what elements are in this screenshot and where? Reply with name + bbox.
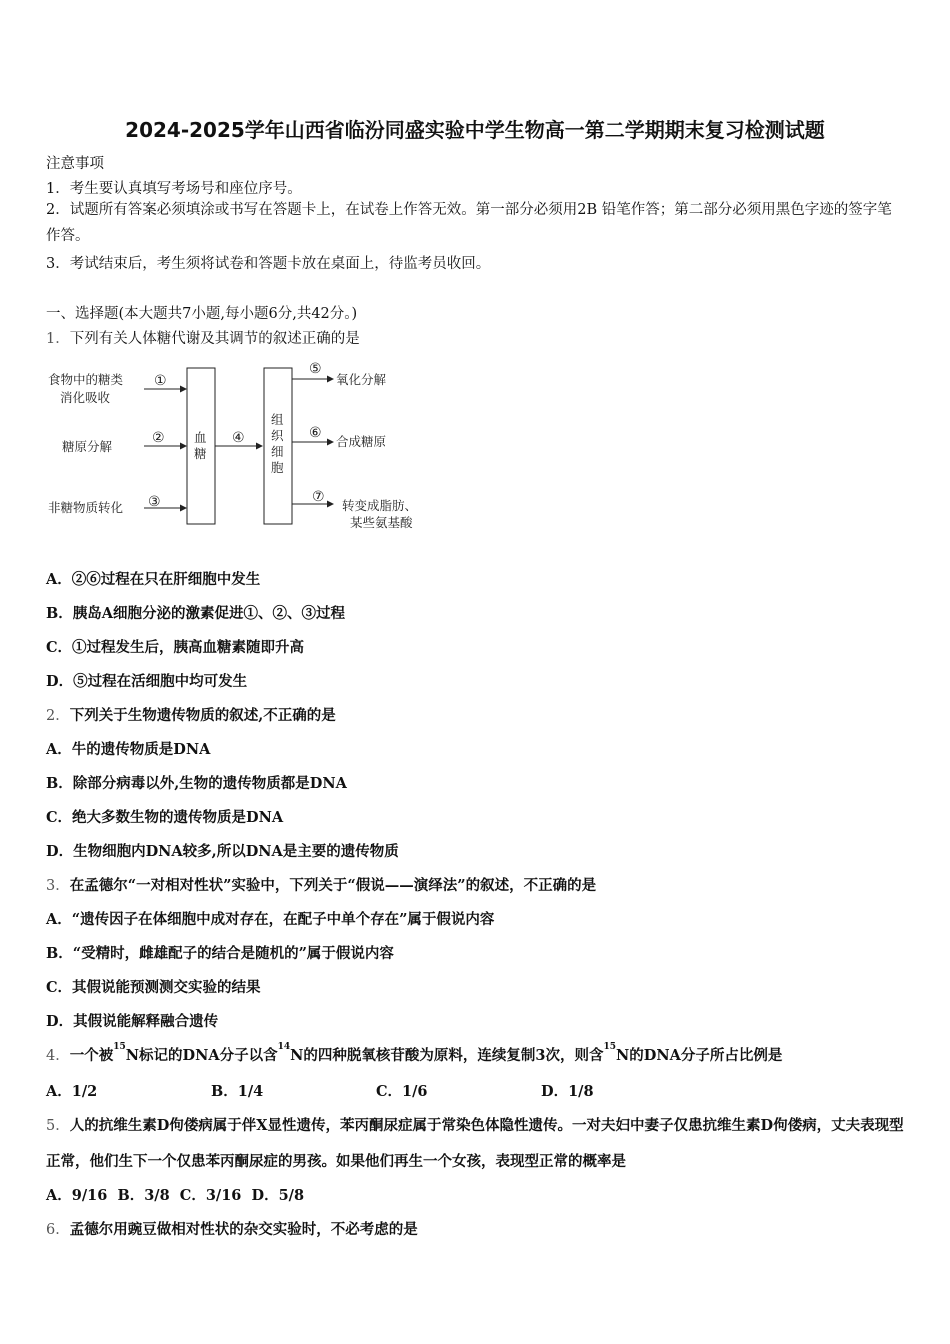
notice-item-2: 2．试题所有答案必须填涂或书写在答题卡上，在试卷上作答无效。第一部分必须用2B 铅笔作答；第二部分必须用黑色字迹的签字笔作答。 bbox=[46, 202, 892, 244]
question-text: 下列有关人体糖代谢及其调节的叙述正确的是 bbox=[69, 331, 360, 347]
notice-item-1: 1．考生要认真填写考场号和座位序号。 bbox=[46, 181, 302, 197]
marker-6: ⑥ bbox=[309, 425, 322, 441]
question-text: 一个被$^{15}$N标记的DNA分子以含$^{14}$N的四种脱氧核苷酸为原料，连续复制3次，则含$^{15}$N的DNA分子所占比例是 bbox=[69, 1042, 783, 1064]
q1-option-c: C．①过程发生后，胰高血糖素随即升高 bbox=[46, 639, 305, 656]
q1-option-a: A．②⑥过程在只在肝细胞中发生 bbox=[46, 571, 261, 588]
question-number: 5． bbox=[46, 1118, 70, 1134]
notice-heading: 注意事项 bbox=[46, 156, 104, 172]
q5-option-c: C．3/16 bbox=[179, 1187, 242, 1204]
q3-option-d: D．其假说能解释融合遗传 bbox=[46, 1013, 219, 1030]
q2-option-c: C．绝大多数生物的遗传物质是DNA bbox=[46, 809, 284, 826]
marker-1: ① bbox=[154, 373, 167, 389]
q2-option-a: A．牛的遗传物质是DNA bbox=[46, 741, 211, 758]
section-heading: 一、选择题(本大题共7小题,每小题6分,共42分。) bbox=[46, 306, 358, 322]
source-nonsugar-label: 非糖物质转化 bbox=[48, 500, 124, 515]
output-amino-label: 某些氨基酸 bbox=[350, 515, 413, 530]
q5-options bbox=[46, 1184, 304, 1205]
output-oxidation-label: 氧化分解 bbox=[336, 372, 387, 387]
q1-option-b: B．胰岛A细胞分泌的激素促进①、②、③过程 bbox=[46, 605, 346, 622]
source-glycogen-label: 糖原分解 bbox=[62, 439, 113, 454]
q5-option-b: B．3/8 bbox=[117, 1187, 170, 1204]
marker-4: ④ bbox=[232, 430, 245, 446]
q3-option-a: A．“遗传因子在体细胞中成对存在，在配子中单个存在”属于假说内容 bbox=[46, 911, 495, 928]
question-number: 3． bbox=[46, 878, 70, 894]
q4-options bbox=[46, 1080, 706, 1101]
q5-option-d: D．5/8 bbox=[251, 1187, 305, 1204]
tissue-char-3: 细 bbox=[271, 444, 284, 459]
blood-sugar-char-2: 糖 bbox=[194, 446, 207, 461]
q3-option-b: B．“受精时，雌雄配子的结合是随机的”属于假说内容 bbox=[46, 945, 394, 962]
q5-option-a: A．9/16 bbox=[46, 1187, 108, 1204]
q1-option-d: D．⑤过程在活细胞中均可发生 bbox=[46, 673, 248, 690]
glucose-metabolism-diagram bbox=[46, 360, 446, 535]
q4-option-c: C．1/6 bbox=[376, 1083, 428, 1100]
blood-sugar-char-1: 血 bbox=[194, 430, 207, 445]
source-digest-label: 消化吸收 bbox=[60, 390, 111, 405]
question-6 bbox=[46, 1218, 418, 1239]
question-2 bbox=[46, 704, 336, 725]
q3-option-c: C．其假说能预测测交实验的结果 bbox=[46, 979, 261, 996]
tissue-char-4: 胞 bbox=[271, 460, 284, 475]
q4-option-a: A．1/2 bbox=[46, 1083, 98, 1100]
q2-option-b: B．除部分病毒以外,生物的遗传物质都是DNA bbox=[46, 775, 347, 792]
source-food-label: 食物中的糖类 bbox=[48, 372, 124, 387]
question-3 bbox=[46, 874, 596, 895]
notice-item-3: 3．考试结束后，考生须将试卷和答题卡放在桌面上，待监考员收回。 bbox=[46, 256, 491, 272]
q2-option-d: D．生物细胞内DNA较多,所以DNA是主要的遗传物质 bbox=[46, 843, 399, 860]
tissue-char-1: 组 bbox=[271, 412, 284, 427]
question-number: 6． bbox=[46, 1222, 70, 1238]
question-number: 2． bbox=[46, 708, 70, 724]
marker-2: ② bbox=[152, 430, 165, 446]
q4-option-b: B．1/4 bbox=[211, 1083, 264, 1100]
question-text: 孟德尔用豌豆做相对性状的杂交实验时，不必考虑的是 bbox=[69, 1221, 418, 1238]
tissue-char-2: 织 bbox=[271, 428, 284, 443]
marker-5: ⑤ bbox=[309, 361, 322, 377]
question-1 bbox=[46, 327, 360, 348]
output-fat-label: 转变成脂肪、 bbox=[342, 498, 418, 513]
question-number: 1． bbox=[46, 331, 70, 347]
question-4 bbox=[46, 1044, 782, 1065]
question-text: 下列关于生物遗传物质的叙述,不正确的是 bbox=[69, 707, 336, 724]
page-title: 2024-2025学年山西省临汾同盛实验中学生物高一第二学期期末复习检测试题 bbox=[125, 118, 825, 142]
question-number: 4． bbox=[46, 1048, 70, 1064]
q4-option-d: D．1/8 bbox=[541, 1083, 594, 1100]
marker-3: ③ bbox=[148, 494, 161, 510]
question-5 bbox=[46, 1108, 904, 1180]
question-text: 在孟德尔“一对相对性状”实验中，下列关于“假说——演绎法”的叙述，不正确的是 bbox=[69, 877, 597, 894]
marker-7: ⑦ bbox=[312, 489, 325, 505]
question-text: 人的抗维生素D佝偻病属于伴X显性遗传，苯丙酮尿症属于常染色体隐性遗传。一对夫妇中妻子仅患抗维生素D佝偻病，丈夫表现型正常，他们生下一个仅患苯丙酮尿症的男孩。如果他们再生一个女孩，表现型正常的概率是 bbox=[46, 1117, 904, 1170]
output-glycogen-label: 合成糖原 bbox=[336, 434, 387, 449]
